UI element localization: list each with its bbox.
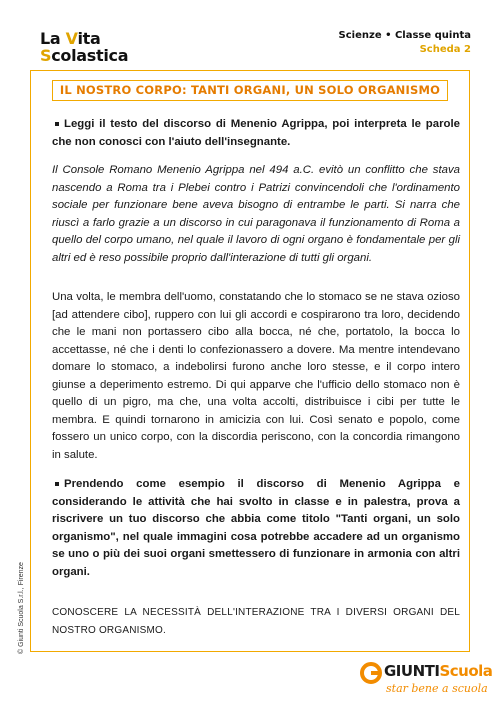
publisher-name: GIUNTIScuola <box>384 662 493 680</box>
intro-paragraph: Il Console Romano Menenio Agrippa nel 494 a.C. evitò un conflitto che stava nascendo a Roma tra i Plebei contro i Patrizi convincendoli che l'ordinamento sociale per funzionare bene aveva bisogno di entrambe le parti. Si narra che riuscì a farlo grazie a un discorso in cui paragonava il funzionamento di Roma a quello del corpo umano, nel quale il lavoro di ogni organo è fondamentale per gli altri ed è reso possibile proprio dall'interazione di tutti gli organi. <box>52 164 460 264</box>
sheet-number: Scheda 2 <box>419 44 471 55</box>
giunti-logo-icon <box>360 662 382 684</box>
instruction-read: Leggi il testo del discorso di Menenio Agrippa, poi interpreta le parole che non conosci con l'aiuto dell'insegnante. <box>52 118 460 148</box>
logo-line-1: La Vita <box>40 29 101 48</box>
page-title: IL NOSTRO CORPO: TANTI ORGANI, UN SOLO ORGANISMO <box>52 80 448 101</box>
logo-line-2: Scolastica <box>40 46 129 65</box>
sheet-header <box>339 29 471 57</box>
learning-objective: CONOSCERE LA NECESSITÀ DELL'INTERAZIONE TRA I DIVERSI ORGANI DEL NOSTRO ORGANISMO. <box>52 607 460 636</box>
publisher-tagline: star bene a scuola <box>386 682 488 695</box>
subject-label: Scienze • Classe quinta <box>338 30 471 41</box>
bullet-icon <box>55 482 59 486</box>
copyright-notice: © Giunti Scuola S.r.l., Firenze <box>18 562 25 654</box>
magazine-logo <box>40 30 128 64</box>
instruction-write: Prendendo come esempio il discorso di Menenio Agrippa e considerando le attività che hai svolto in classe e in palestra, prova a riscrivere un tuo discorso che abbia come titolo "Tanti organi, un solo organismo", nel quale immagini cosa potrebbe accadere ad un organismo se uno o più dei suoi organi smettessero di funzionare in armonia con altri organi. <box>52 478 460 578</box>
story-paragraph: Una volta, le membra dell'uomo, constatando che lo stomaco se ne stava ozioso [ad attendere cibo], ruppero con lui gli accordi e cospirarono tra loro, decidendo che le mani non portassero cibo alla bocca, né che, portatolo, la bocca lo accettasse, né che i denti lo confezionassero a dovere. Ma mentre intendevano domare lo stomaco, a indebolirsi furono anche loro stesse, e il corpo intero giunse a deperimento estremo. Di qui apparve che l'ufficio dello stomaco non è quello di un pigro, ma che, una volta accolti, distribuisce i cibi per tutte le membra. E quindi tornarono in amicizia con lui. Così senato e popolo, come fossero un unico corpo, con la discordia periscono, con la concordia rimangono in salute. <box>52 291 460 461</box>
bullet-icon <box>55 122 59 126</box>
publisher-logo <box>360 660 493 700</box>
